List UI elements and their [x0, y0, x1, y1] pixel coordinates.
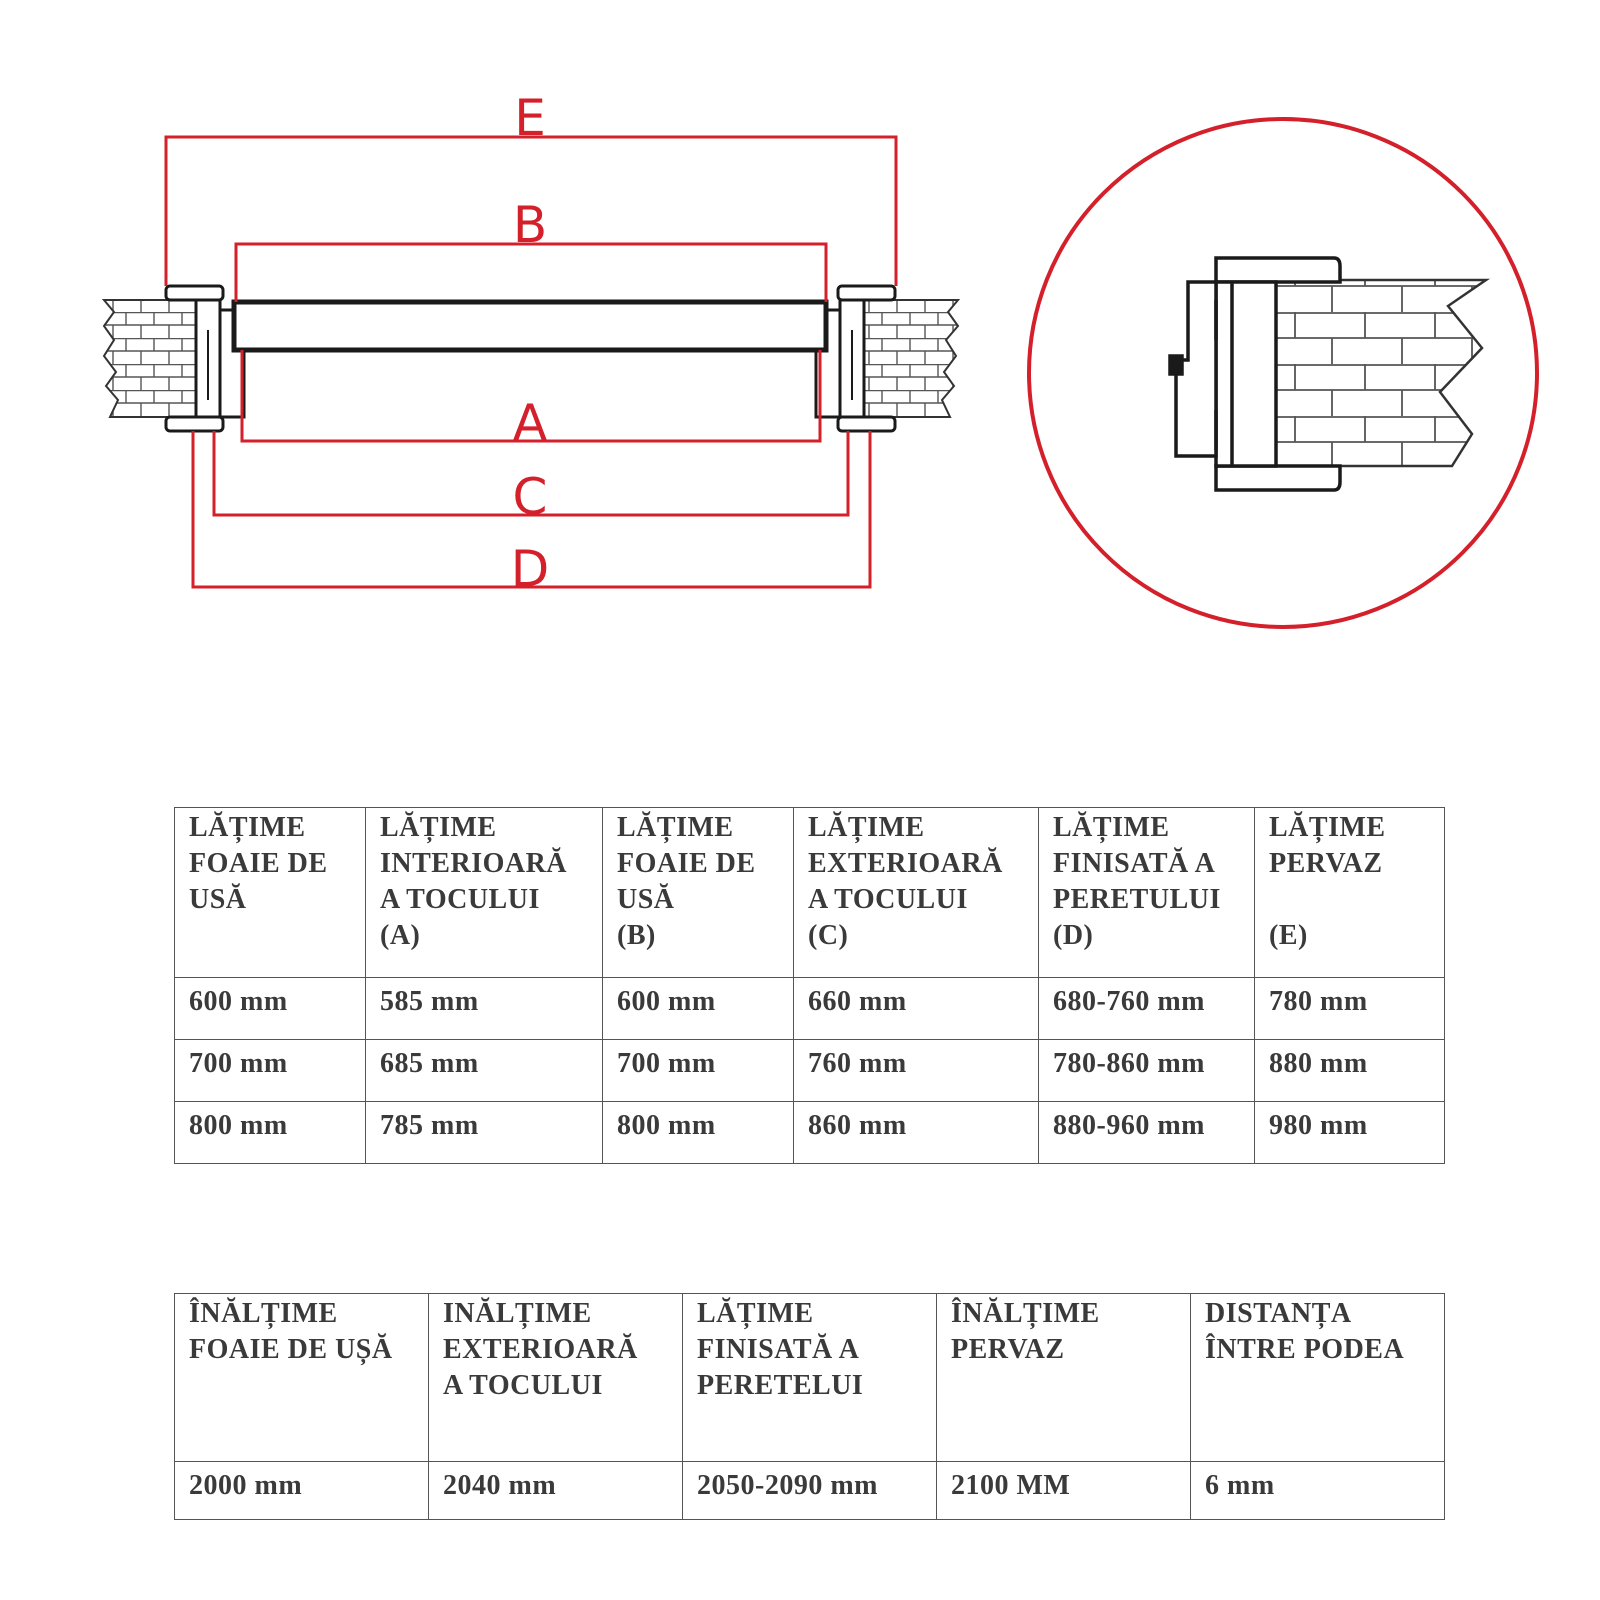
- right-wall: [862, 300, 958, 417]
- table-cell: 600 mm: [603, 978, 794, 1040]
- dimension-label-c: C: [512, 468, 548, 526]
- table-cell: 780-860 mm: [1039, 1040, 1255, 1102]
- table-cell: 700 mm: [175, 1040, 366, 1102]
- dimension-label-d: D: [510, 540, 550, 598]
- table-row: [175, 1462, 1445, 1520]
- dimension-label-e: E: [514, 89, 546, 147]
- table-cell: 860 mm: [794, 1102, 1039, 1164]
- table-cell: 600 mm: [175, 978, 366, 1040]
- header-floor-gap: DISTANȚA ÎNTRE PODEA: [1191, 1294, 1445, 1462]
- table-cell: 760 mm: [794, 1040, 1039, 1102]
- header-leaf-height: ÎNĂLȚIME FOAIE DE UȘĂ: [175, 1294, 429, 1462]
- table-cell: 6 mm: [1191, 1462, 1445, 1520]
- table-cell: 800 mm: [603, 1102, 794, 1164]
- table-cell: 780 mm: [1255, 978, 1445, 1040]
- header-frame-outer-width: LĂȚIME EXTERIOARĂ A TOCULUI (C): [794, 808, 1039, 978]
- header-frame-inner-width: LĂȚIME INTERIOARĂ A TOCULUI (A): [366, 808, 603, 978]
- table-cell: 700 mm: [603, 1040, 794, 1102]
- table-cell: 980 mm: [1255, 1102, 1445, 1164]
- table-header-row: [175, 1294, 1445, 1462]
- table-cell: 2040 mm: [429, 1462, 683, 1520]
- table-cell: 685 mm: [366, 1040, 603, 1102]
- left-wall: [104, 300, 200, 417]
- table-row: [175, 1102, 1445, 1164]
- header-frame-outer-height: INĂLȚIME EXTERIOARĂ A TOCULUI: [429, 1294, 683, 1462]
- width-dimensions-table: [174, 807, 1445, 1164]
- table-cell: 2050-2090 mm: [683, 1462, 937, 1520]
- header-casing-height: ÎNĂLȚIME PERVAZ: [937, 1294, 1191, 1462]
- dimension-label-b: B: [512, 196, 548, 254]
- header-leaf-width-b: LĂȚIME FOAIE DE USĂ (B): [603, 808, 794, 978]
- table-cell: 785 mm: [366, 1102, 603, 1164]
- header-leaf-width: LĂȚIME FOAIE DE USĂ: [175, 808, 366, 978]
- table-cell: 585 mm: [366, 978, 603, 1040]
- table-row: [175, 1040, 1445, 1102]
- table-cell: 800 mm: [175, 1102, 366, 1164]
- dimension-label-a: A: [512, 394, 548, 452]
- door-leaf: [234, 302, 826, 350]
- table-cell: 680-760 mm: [1039, 978, 1255, 1040]
- header-wall-finish: LĂȚIME FINISATĂ A PERETELUI: [683, 1294, 937, 1462]
- header-wall-finish-width: LĂȚIME FINISATĂ A PERETULUI (D): [1039, 808, 1255, 978]
- table-cell: 660 mm: [794, 978, 1039, 1040]
- table-cell: 2000 mm: [175, 1462, 429, 1520]
- table-header-row: [175, 808, 1445, 978]
- table-row: [175, 978, 1445, 1040]
- table-cell: 880 mm: [1255, 1040, 1445, 1102]
- table-cell: 2100 MM: [937, 1462, 1191, 1520]
- door-frame-diagram: [0, 0, 1600, 700]
- table-cell: 880-960 mm: [1039, 1102, 1255, 1164]
- header-casing-width: LĂȚIME PERVAZ (E): [1255, 808, 1445, 978]
- detail-magnifier: [1029, 119, 1537, 627]
- height-dimensions-table: [174, 1293, 1445, 1520]
